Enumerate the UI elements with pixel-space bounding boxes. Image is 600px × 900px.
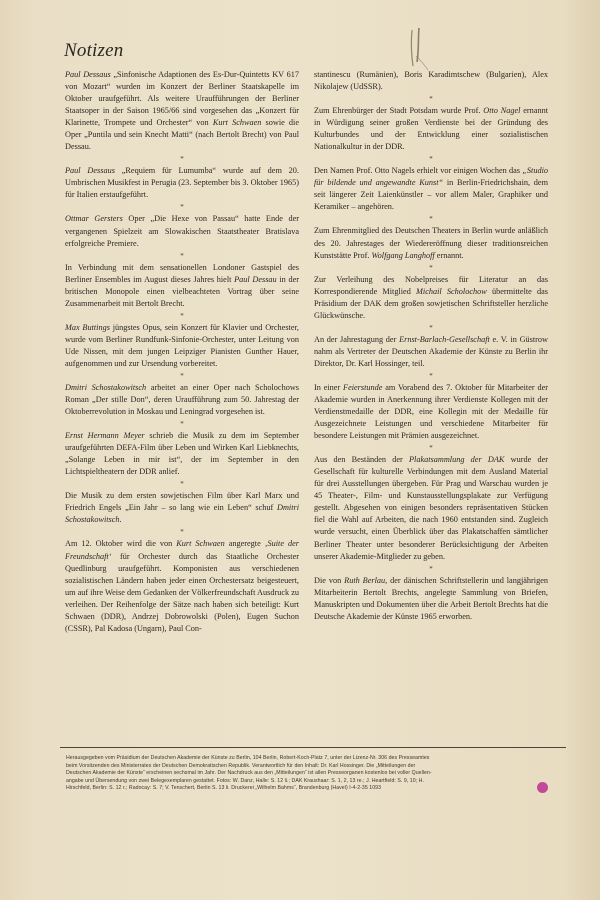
- news-paragraph: [314, 274, 548, 322]
- paragraph-text: schrieb die Musik zu dem im September uraufgeführten DEFA-Film über Leben und Wirken Karl Liebknechts, „Solange Leben in mir ist“, der im September in den Lichtspieltheatern der DDR anlief.: [65, 431, 299, 477]
- paragraph-text: für Orchester durch das Staatliche Orchester Quedlinburg uraufgeführt. Komponisten aus verschiedenen sozialistischen Ländern haben jeder einen Orchestersatz beigesteuert, um auf ihre Weise dem Gedanken der Völkerfreundschaft Ausdruck zu verleihen. Der Reihenfolge der Sätze nach haben sich beteiligt: Kurt Schwaen (DDR), Andrzej Dobrowolski (Polen), Eugen Suchon (CSSR), Pal Kadosa (Ungarn), Paul Con-: [65, 551, 299, 633]
- italic-name: Otto Nagel: [483, 106, 521, 116]
- left-column: [65, 69, 299, 635]
- news-paragraph: [65, 490, 299, 526]
- news-paragraph: [65, 430, 299, 478]
- paragraph-text: übermittelte das Präsidium der DAK dem großen sowjetischen Schriftsteller herzliche Glückwünsche.: [314, 286, 549, 320]
- news-paragraph: [314, 334, 548, 370]
- handwritten-pen-mark: [404, 26, 432, 72]
- paragraph-text: Den Namen Prof. Otto Nagels erhielt vor einigen Wochen das: [314, 166, 523, 176]
- paragraph-text: Oper „Die Hexe von Passau“ hatte Ende der vergangenen Spielzeit am Slowakischen Staatstheater Bratislava erfolgreiche Premiere.: [65, 214, 299, 248]
- italic-name: Feierstunde: [343, 382, 383, 392]
- news-paragraph: [314, 225, 548, 261]
- italic-name: Dmitri Schostakowitsch: [65, 503, 299, 525]
- paragraph-text: angeregte: [224, 539, 265, 549]
- italic-name: Plakatsammlung der DAK: [409, 455, 505, 465]
- paragraph-text: in der britischen Monopole einen vielbeachteten Vortrag über seine Zusammenarbeit mit Bertolt Brecht.: [65, 274, 299, 308]
- italic-name: Ottmar Gersters: [65, 214, 123, 224]
- paragraph-text: .: [119, 515, 122, 525]
- news-paragraph: [65, 165, 299, 201]
- paragraph-text: jüngstes Opus, sein Konzert für Klavier und Orchester, wurde vom Berliner Rundfunk-Sinfonie-Orchester, unter Leitung von Ude Nissen, mit dem jungen Leipziger Pianisten Gunther Hauer, aufgenommen und zur Ursendung vorbereitet.: [65, 322, 299, 368]
- news-paragraph: [314, 382, 548, 442]
- right-column: [314, 69, 548, 623]
- separator-asterisk: *: [180, 371, 184, 380]
- paragraph-text: in Berlin-Friedrichshain, dem seit längerer Zeit Laienkünstler – vor allem Maler, Graphiker und Keramiker – angehören.: [314, 178, 548, 212]
- news-paragraph: [65, 69, 299, 153]
- paragraph-text: Zur Verleihung des Nobelpreises für Literatur an das Korrespondierende Mitglied: [314, 274, 548, 296]
- italic-name: ‚Suite der Freundschaft‘: [65, 539, 299, 561]
- paragraph-text: arbeitet an einer Oper nach Scholochows Roman „Der stille Don“, deren Uraufführung zum 50. Jahrestag der Oktoberrevolution in Moskau und Leningrad vorgesehen ist.: [65, 382, 299, 417]
- italic-name: Ernst-Barlach-Gesellschaft: [399, 334, 490, 344]
- paragraph-text: An der Jahrestagung der: [314, 334, 400, 344]
- separator-asterisk: *: [429, 95, 433, 104]
- italic-name: Ruth Berlau: [344, 575, 386, 585]
- paragraph-text: am Vorabend des 7. Oktober für Mitarbeiter der Akademie wurden in Anerkennung ihrer Verdienste Kollegen mit der Verdienstmedaille der DDR, eine Kollegin mit der Medaille für Ausgezeichnete Leistungen und verschiedene Mitarbeiter für besondere Leistungen mit Prämien ausgezeichnet.: [314, 382, 548, 441]
- imprint-line: beim Vorsitzenden des Ministerrates der Deutschen Demokratischen Republik. Verantwortlich für den Inhalt: Dr. Karl Hossinger. Die „Mitteilungen der: [66, 762, 416, 769]
- news-paragraph: [65, 213, 299, 249]
- imprint-divider: [60, 747, 566, 748]
- news-paragraph: [314, 575, 548, 623]
- separator-asterisk: *: [429, 215, 433, 224]
- italic-name: Dmitri Schostakowitsch: [65, 382, 147, 392]
- separator-asterisk: *: [429, 155, 433, 164]
- separator-asterisk: *: [429, 263, 433, 272]
- separator-asterisk: *: [180, 251, 184, 260]
- separator-asterisk: *: [180, 311, 184, 320]
- separator-asterisk: *: [429, 444, 433, 453]
- separator-asterisk: *: [180, 420, 184, 429]
- italic-name: Max Buttings: [65, 322, 110, 332]
- imprint-line: Hirschfeld, Berlin: S. 12 r.; Radocay: S. 7; V. Tenschert, Berlin S. 13 li. Druckerei „Wilhelm Bahms“, Brandenburg (Havel) I-4-2-35 1093: [66, 785, 382, 792]
- separator-asterisk: *: [180, 155, 184, 164]
- news-paragraph: [65, 538, 299, 634]
- italic-name: Kurt Schwaen: [212, 118, 262, 128]
- separator-asterisk: *: [429, 323, 433, 332]
- paragraph-text: „Sinfonische Adaptionen des Es-Dur-Quintetts KV 617 von Mozart“ wurden im Konzert der Berliner Staatskapelle im Oktober uraufgeführt. Als weitere Uraufführungen der Berliner Staatsoper in der Saison 1965/66 sind vorgesehen das „Konzert für Klarinette, Trompete und Orchester“ von: [65, 70, 299, 128]
- separator-asterisk: *: [429, 564, 433, 573]
- italic-name: Kurt Schwaen: [176, 539, 225, 549]
- news-paragraph: [314, 69, 548, 93]
- news-paragraph: [314, 105, 548, 153]
- paragraph-text: ernannt in Würdigung seiner großen Verdienste bei der Gründung des Kulturbundes und der Entwicklung einer sozialistischen Nationalkultur in der DDR.: [314, 106, 548, 152]
- paragraph-text: Die Musik zu dem ersten sowjetischen Film über Karl Marx und Friedrich Engels „Ein Jahr – so lang wie ein Leben“ schuf: [65, 491, 299, 513]
- magenta-dot-mark: [537, 782, 548, 793]
- paragraph-text: stantinescu (Rumänien), Boris Karadimtschew (Bulgarien), Alex Nikolajew (UdSSR).: [314, 70, 548, 92]
- paragraph-text: Aus den Beständen der: [314, 455, 409, 465]
- paragraph-text: e. V. in Güstrow nahm als Vertreter der Deutschen Akademie der Künste zu Berlin ihr Direktor, Dr. Karl Hossinger, teil.: [314, 334, 548, 368]
- paragraph-text: sowie die Oper „Puntila und sein Knecht Matti“ (nach Bertolt Brecht) von Paul Dessau.: [65, 118, 299, 152]
- imprint-block: [66, 755, 554, 793]
- paragraph-text: In einer: [314, 382, 344, 392]
- separator-asterisk: *: [429, 371, 433, 380]
- news-paragraph: [65, 382, 299, 418]
- paragraph-text: Am 12. Oktober wird die von: [65, 539, 177, 549]
- paragraph-text: „Requiem für Lumumba“ wurde auf dem 20. Umbrischen Musikfest in Perugia (23. September bis 3. Oktober 1965) für Italien erstaufgeführt.: [65, 166, 299, 200]
- imprint-line: Deutschen Akademie der Künste“ erscheinen sechsmal im Jahr. Der Nachdruck aus den „Mitteilungen“ ist allen Presseorganen kostenlos bei voller Quellen-: [66, 770, 432, 777]
- italic-name: Paul Dessau: [234, 274, 277, 284]
- separator-asterisk: *: [180, 480, 184, 489]
- news-paragraph: [65, 262, 299, 310]
- news-paragraph: [314, 454, 548, 562]
- news-paragraph: [314, 165, 548, 213]
- imprint-line: angabe und Übersendung von zwei Belegexemplaren gestattet. Fotos: W. Danz, Halle: S. 12 li.; DAK Kraushaar: S. 1, 2, 13 re.; J. Heartfield: S. 9, 10; H.: [66, 777, 424, 784]
- paragraph-text: Die von: [314, 575, 345, 585]
- paragraph-text: Zum Ehrenmitglied des Deutschen Theaters in Berlin wurde anläßlich des 20. Jahrestages der Wiedereröffnung dieser traditionsreichen Kunststätte Prof.: [314, 226, 548, 260]
- news-paragraph: [65, 322, 299, 370]
- paragraph-text: wurde der Gesellschaft für kulturelle Verbindungen mit dem Ausland Material für drei Ausstellungen übergeben. Für Prag und Warschau wurden je 45 Theater-, Film- und Kunstausstellungsplakate zur Verfügung gestellt. Abgesehen von einigen besonders repräsentativen Stücken fiel die Wahl auf Arbeiten, die nach 1960 entstanden sind. Zugleich wurde versucht, einen Überblick über das Plakatschaffen sämtlicher Berliner Theater unter besonderer Berücksichtigung der Arbeiten unserer Akademie-Mitglieder zu geben.: [314, 455, 549, 561]
- italic-name: Wolfgang Langhoff: [371, 250, 435, 260]
- separator-asterisk: *: [180, 528, 184, 537]
- italic-name: Paul Dessaus: [65, 70, 111, 79]
- italic-name: Michail Scholochow: [416, 286, 487, 296]
- italic-name: Ernst Hermann Meyer: [65, 431, 145, 441]
- italic-name: Paul Dessaus: [65, 166, 115, 176]
- paragraph-text: , der dänischen Schriftstellerin und langjährigen Mitarbeiterin Bertolt Brechts, angelegte Sammlung von Briefen, Manuskripten und Dokumenten über die Arbeit Bertolt Brechts hat die Deutsche Akademie der Künste 1965 erworben.: [314, 575, 548, 621]
- paragraph-text: Zum Ehrenbürger der Stadt Potsdam wurde Prof.: [314, 106, 484, 116]
- paragraph-text: In Verbindung mit dem sensationellen Londoner Gastspiel des Berliner Ensembles im August dieses Jahres hielt: [65, 262, 299, 284]
- page-title: Notizen: [64, 40, 124, 61]
- italic-name: „Studio für bildende und angewandte Kunst“: [314, 166, 548, 188]
- separator-asterisk: *: [180, 203, 184, 212]
- imprint-line: Herausgegeben vom Präsidium der Deutschen Akademie der Künste zu Berlin, 104 Berlin, Robert-Koch-Platz 7, unter der Lizenz-Nr. 306 des Presseamtes: [66, 755, 430, 761]
- paragraph-text: ernannt.: [434, 250, 464, 260]
